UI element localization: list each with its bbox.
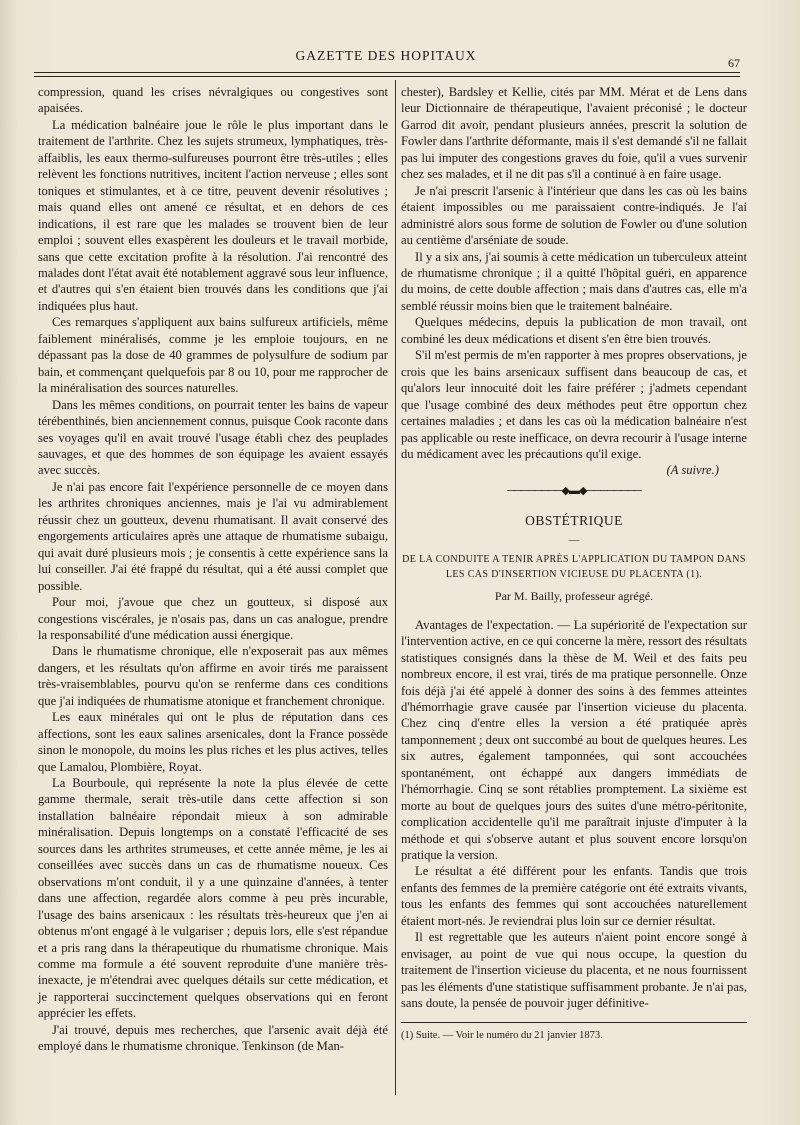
paragraph: Avantages de l'expectation. — La supériorité de l'expectation sur l'intervention active, en ce qui concerne la mère, ressort des résultats statistiques consignés dans la thèse de M. Weil et des faits peu nombreux encore, il est vrai, tirés de ma pratique personnelle. Onze fois déjà j'ai été appelé à donner des soins à des femmes atteintes d'hémorrhagie grave causée par l'insertion vicieuse du placenta. Chez cinq d'entre elles la version a été pratiquée après tamponnement ; deux ont succombé au bout de quelques heures. Les six autres, également tamponnées, qui sont accouchées spontanément, ont échappé aux dangers immédiats de l'hémorrhagie. Cinq se sont rétablies promptement. La sixième est morte au bout de quelques jours des suites d'une métro-péritonite, complication accidentelle qu'il me paraîtrait injuste d'imputer à la méthode et qui s'observe autant et plus souvent encore lorsqu'on pratique la version. [401, 617, 747, 863]
column-divider [395, 80, 396, 1095]
to-be-continued: (A suivre.) [666, 463, 719, 478]
paragraph: Quelques médecins, depuis la publication de mon travail, ont combiné les deux médications et disent s'en être bien trouvés. [401, 315, 747, 346]
paragraph: Dans les mêmes conditions, on pourrait tenter les bains de vapeur térébenthinés, bien anciennement connus, puisque Cook raconte dans ses voyages qu'il en avait trouvé l'usage établi chez des peuplades sauvages, et que des hommes de son équipage les avaient essayés avec succès. [38, 397, 388, 478]
paragraph: Je n'ai pas encore fait l'expérience personnelle de ce moyen dans les arthrites chroniques anciennes, mais je l'ai vu admirablement réussir chez un goutteux, devenu rhumatisant. Il avait conservé des engorgements articulaires après une attaque de rhumatisme subaigu, qui avait duré plusieurs mois ; je consentis à cette expérience sans la lui conseiller. J'ai été frappé du résultat, qui a été aussi complet que possible. [38, 479, 388, 593]
paragraph: Pour moi, j'avoue que chez un goutteux, si disposé aux congestions viscérales, je n'osais pas, dans un cas analogue, prendre la responsabilité d'une médication aussi énergique. [38, 595, 388, 642]
right-column [401, 84, 747, 1043]
ornament-divider: ────────◆▬◆──────── [507, 484, 641, 497]
paragraph: Je n'ai prescrit l'arsenic à l'intérieur que dans les cas où les bains étaient impossibles ou me paraissaient contre-indiqués. Je l'ai administré alors sous forme de solution de Fowler ou d'une solution au centième d'arséniate de soude. [401, 183, 747, 248]
paragraph: chester), Bardsley et Kellie, cités par MM. Mérat et de Lens dans leur Dictionnaire de thérapeutique, l'avaient préconisé ; le docteur Garrod dit avoir, pendant plusieurs années, prescrit la solution de Fowler dans l'arthrite déformante, mais il s'est demandé s'il ne fallait pas lui imputer des congestions graves du foie, qu'il a vues survenir chez ses malades, et il ne dit pas s'il a continué à en faire usage. [401, 85, 747, 182]
header-rule [34, 72, 740, 73]
paragraph: Ces remarques s'appliquent aux bains sulfureux artificiels, même faiblement minéralisés, comme je les emploie toujours, en ne dépassant pas la dose de 40 grammes de polysulfure de sodium par bain, et commençant quelquefois par 8 ou 10, pour me rapprocher de la minéralisation des sources naturelles. [38, 315, 388, 396]
paragraph: La Bourboule, qui représente la note la plus élevée de cette gamme thermale, serait très-utile dans cette affection si son installation balnéaire répondait mieux à son admirable minéralisation. Depuis longtemps on a constaté l'efficacité de ses sources dans les arthrites strumeuses, et cette année même, je les ai conseillées avec succès dans un cas de rhumatisme noueux. Ces observations m'ont conduit, il y a une quinzaine d'années, à tenter dans une affection, regardée alors comme à peu près incurable, l'usage des bains arsenicaux : les résultats très-heureux que j'en ai obtenus m'ont engagé à le vulgariser ; depuis lors, elle s'est répandue et a pris rang dans la thérapeutique du rhumatisme chronique. Mais comme ma formule a été souvent reproduite d'une manière très-inexacte, je m'étendrai avec quelques détails sur cette médication, et je rapporterai succinctement quelques observations qui en feront apprécier les effets. [38, 776, 388, 1021]
page-title: GAZETTE DES HOPITAUX [295, 48, 477, 63]
paragraph: S'il m'est permis de m'en rapporter à mes propres observations, je crois que les bains arsenicaux suffisent dans beaucoup de cas, et qu'alors leur innocuité doit les faire préférer ; j'admets cependant que l'usage combiné des deux méthodes peut être opportun chez certaines maladies ; et dans les cas où la médication balnéaire n'est pas applicable ou reste inefficace, on devra recourir à l'usage interne du médicament avec les précautions qu'il exige. [401, 348, 747, 461]
page-header [30, 46, 742, 68]
paragraph: Le résultat a été différent pour les enfants. Tandis que trois enfants des femmes de la première catégorie ont été extraits vivants, tous les enfants des femmes qui sont accouchées naturellement étaient mort-nés. Je reviendrai plus loin sur ce dernier résultat. [401, 864, 747, 928]
paragraph: Il y a six ans, j'ai soumis à cette médication un tuberculeux atteint de rhumatisme chronique ; il a quitté l'hôpital guéri, en apparence du moins, de cette double affection ; mais dans d'autres cas, elle m'a semblé réussir moins bien que le traitement balnéaire. [401, 249, 747, 313]
paragraph: J'ai trouvé, depuis mes recherches, que l'arsenic avait déjà été employé dans le rhumatisme chronique. Tenkinson (de Man- [38, 1022, 388, 1054]
header-rule-thin [34, 76, 740, 77]
footnote: (1) Suite. — Voir le numéro du 21 janvier 1873. [401, 1029, 603, 1041]
page-number: 67 [728, 56, 740, 70]
article-heading: DE LA CONDUITE A TENIR APRÈS L'APPLICATION DU TAMPON DANS LES CAS D'INSERTION VICIEUSE DU PLACENTA (1). [402, 554, 746, 581]
paragraph: compression, quand les crises névralgiques ou congestives sont apaisées. [38, 85, 388, 116]
footnote-rule [401, 1022, 747, 1023]
section-dash: — [568, 533, 580, 546]
section-title: OBSTÉTRIQUE [525, 513, 623, 529]
paragraph: Dans le rhumatisme chronique, elle n'exposerait pas aux mêmes dangers, et les résultats qu'on affirme en avoir tirés me paraissent très-vraisemblables, pourvu qu'on se renferme dans ces conditions que j'ai indiquées de rhumatisme atonique et franchement chronique. [38, 644, 388, 708]
paragraph: La médication balnéaire joue le rôle le plus important dans le traitement de l'arthrite. Chez les sujets strumeux, lymphatiques, très-affaiblis, les eaux thermo-sulfureuses pourront être très-utiles ; elles relèvent les fonctions nutritives, incitent l'action nerveuse ; elles sont toniques et stimulantes, et à ce titre, peuvent devenir résolutives ; mais quand elles ont amené ce résultat, et en dehors de ces indications, il est rare que les malades se trouvent bien de leur emploi ; souvent elles exaspèrent les douleurs et le travail morbide, sans que cette excitation profite à la résolution. J'ai rencontré des malades dont l'état avait été notablement aggravé sous leur influence, et d'autres qui s'en étaient bien trouvés dans les conditions que j'ai indiquées plus haut. [38, 117, 388, 313]
paragraph: Il est regrettable que les auteurs n'aient point encore songé à envisager, au point de vue qui nous occupe, la question du traitement de l'insertion vicieuse du placenta, et ne nous fournissent pas les éléments d'une statistique suffisamment probante. Je n'ai pas, sans doute, la pensée de pouvoir juger définitive- [401, 930, 747, 1011]
article-author: Par M. Bailly, professeur agrégé. [494, 589, 654, 604]
paragraph: Les eaux minérales qui ont le plus de réputation dans ces affections, sont les eaux salines arsenicales, dont la France possède sinon le monopole, du moins les plus riches et les plus actives, telles que Lamalou, Plombière, Royat. [38, 710, 388, 774]
left-column [38, 84, 388, 1055]
